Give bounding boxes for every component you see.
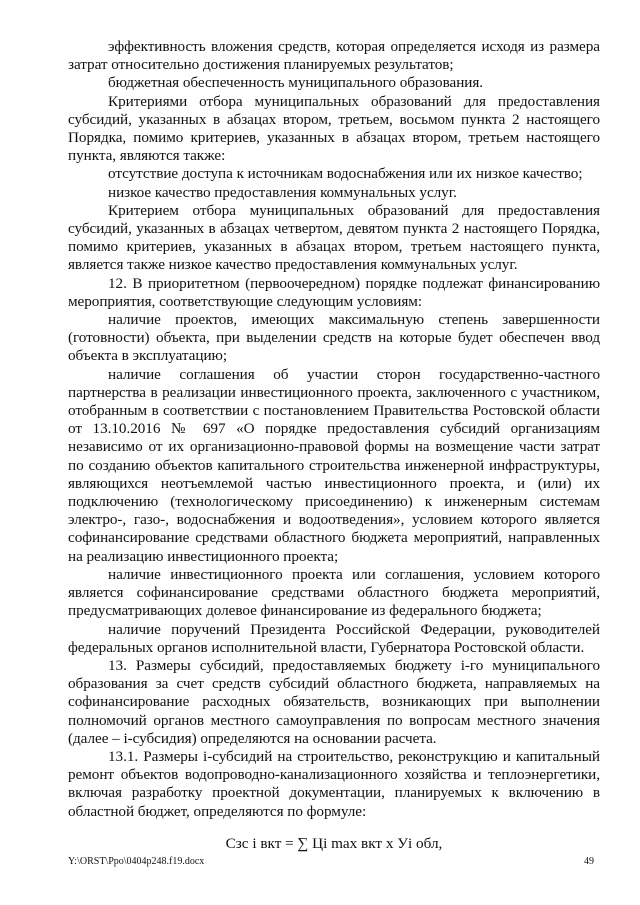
paragraph-11: наличие поручений Президента Российской Федерации, руководителей федеральных органов исполнительной власти, Губернатора Ростовской области. bbox=[68, 620, 600, 656]
paragraph-6: Критерием отбора муниципальных образований для предоставления субсидий, указанных в абзацах четвертом, девятом пункта 2 настоящего Порядка, помимо критериев, указанных в абзацах втором, третьем настоящего пункта, является также низкое качество предоставления коммунальных услуг. bbox=[68, 201, 600, 274]
paragraph-10: наличие инвестиционного проекта или соглашения, условием которого является софинансирование средствами областного бюджета мероприятий, предусматривающих долевое финансирование из федерального бюджета; bbox=[68, 565, 600, 620]
paragraph-3: Критериями отбора муниципальных образований для предоставления субсидий, указанных в абзацах втором, третьем, восьмом пункта 2 настоящего Порядка, помимо критериев, указанных в абзацах втором, третьем настоящего пункта, являются также: bbox=[68, 92, 600, 165]
document-page bbox=[68, 38, 600, 853]
paragraph-8: наличие проектов, имеющих максимальную степень завершенности (готовности) объекта, при выделении средств на которые будет обеспечен ввод объекта в эксплуатацию; bbox=[68, 311, 600, 365]
formula: Сзс i вкт = ∑ Цi max вкт х Уi обл, bbox=[225, 834, 443, 852]
paragraph-2: бюджетная обеспеченность муниципального образования. bbox=[108, 74, 484, 92]
file-path: Y:\ORST\Ppo\0404p248.f19.docx bbox=[68, 856, 205, 867]
paragraph-5: низкое качество предоставления коммунальных услуг. bbox=[108, 183, 457, 201]
paragraph-4: отсутствие доступа к источникам водоснабжения или их низкое качество; bbox=[108, 165, 583, 183]
paragraph-7: 12. В приоритетном (первоочередном) порядке подлежат финансированию мероприятия, соответствующие следующим условиям: bbox=[68, 274, 600, 310]
paragraph-1: эффективность вложения средств, которая определяется исходя из размера затрат относительно достижения планируемых результатов; bbox=[68, 38, 600, 74]
paragraph-13: 13.1. Размеры i-субсидий на строительство, реконструкцию и капитальный ремонт объектов водопроводно-канализационного хозяйства и теплоэнергетики, включая разработку проектной документации, планируемых к включению в областной бюджет, определяются по формуле: bbox=[68, 747, 600, 820]
paragraph-12: 13. Размеры субсидий, предоставляемых бюджету i-го муниципального образования за счет средств субсидий областного бюджета, направляемых на софинансирование расходных обязательств, возникающих при выполнении полномочий органов местного самоуправления по вопросам местного значения (далее – i-субсидия) определяются на основании расчета. bbox=[68, 656, 600, 747]
paragraph-9: наличие соглашения об участии сторон государственно-частного партнерства в реализации инвестиционного проекта, заключенного с участником, отобранным в соответствии с постановлением Правительства Ростовской области от 13.10.2016 № 697 «О порядке предоставления субсидий организациям независимо от их организационно-правовой формы на возмещение части затрат по созданию объектов капитального строительства инженерной инфраструктуры, являющихся неотъемлемой частью инвестиционного проекта, и (или) их подключению (технологическому присоединению) к инженерным системам электро-, газо-, водоснабжения и водоотведения», условием которого является софинансирование средствами областного бюджета мероприятий, направленных на реализацию инвестиционного проекта; bbox=[68, 365, 600, 565]
page-number: 49 bbox=[584, 856, 594, 867]
